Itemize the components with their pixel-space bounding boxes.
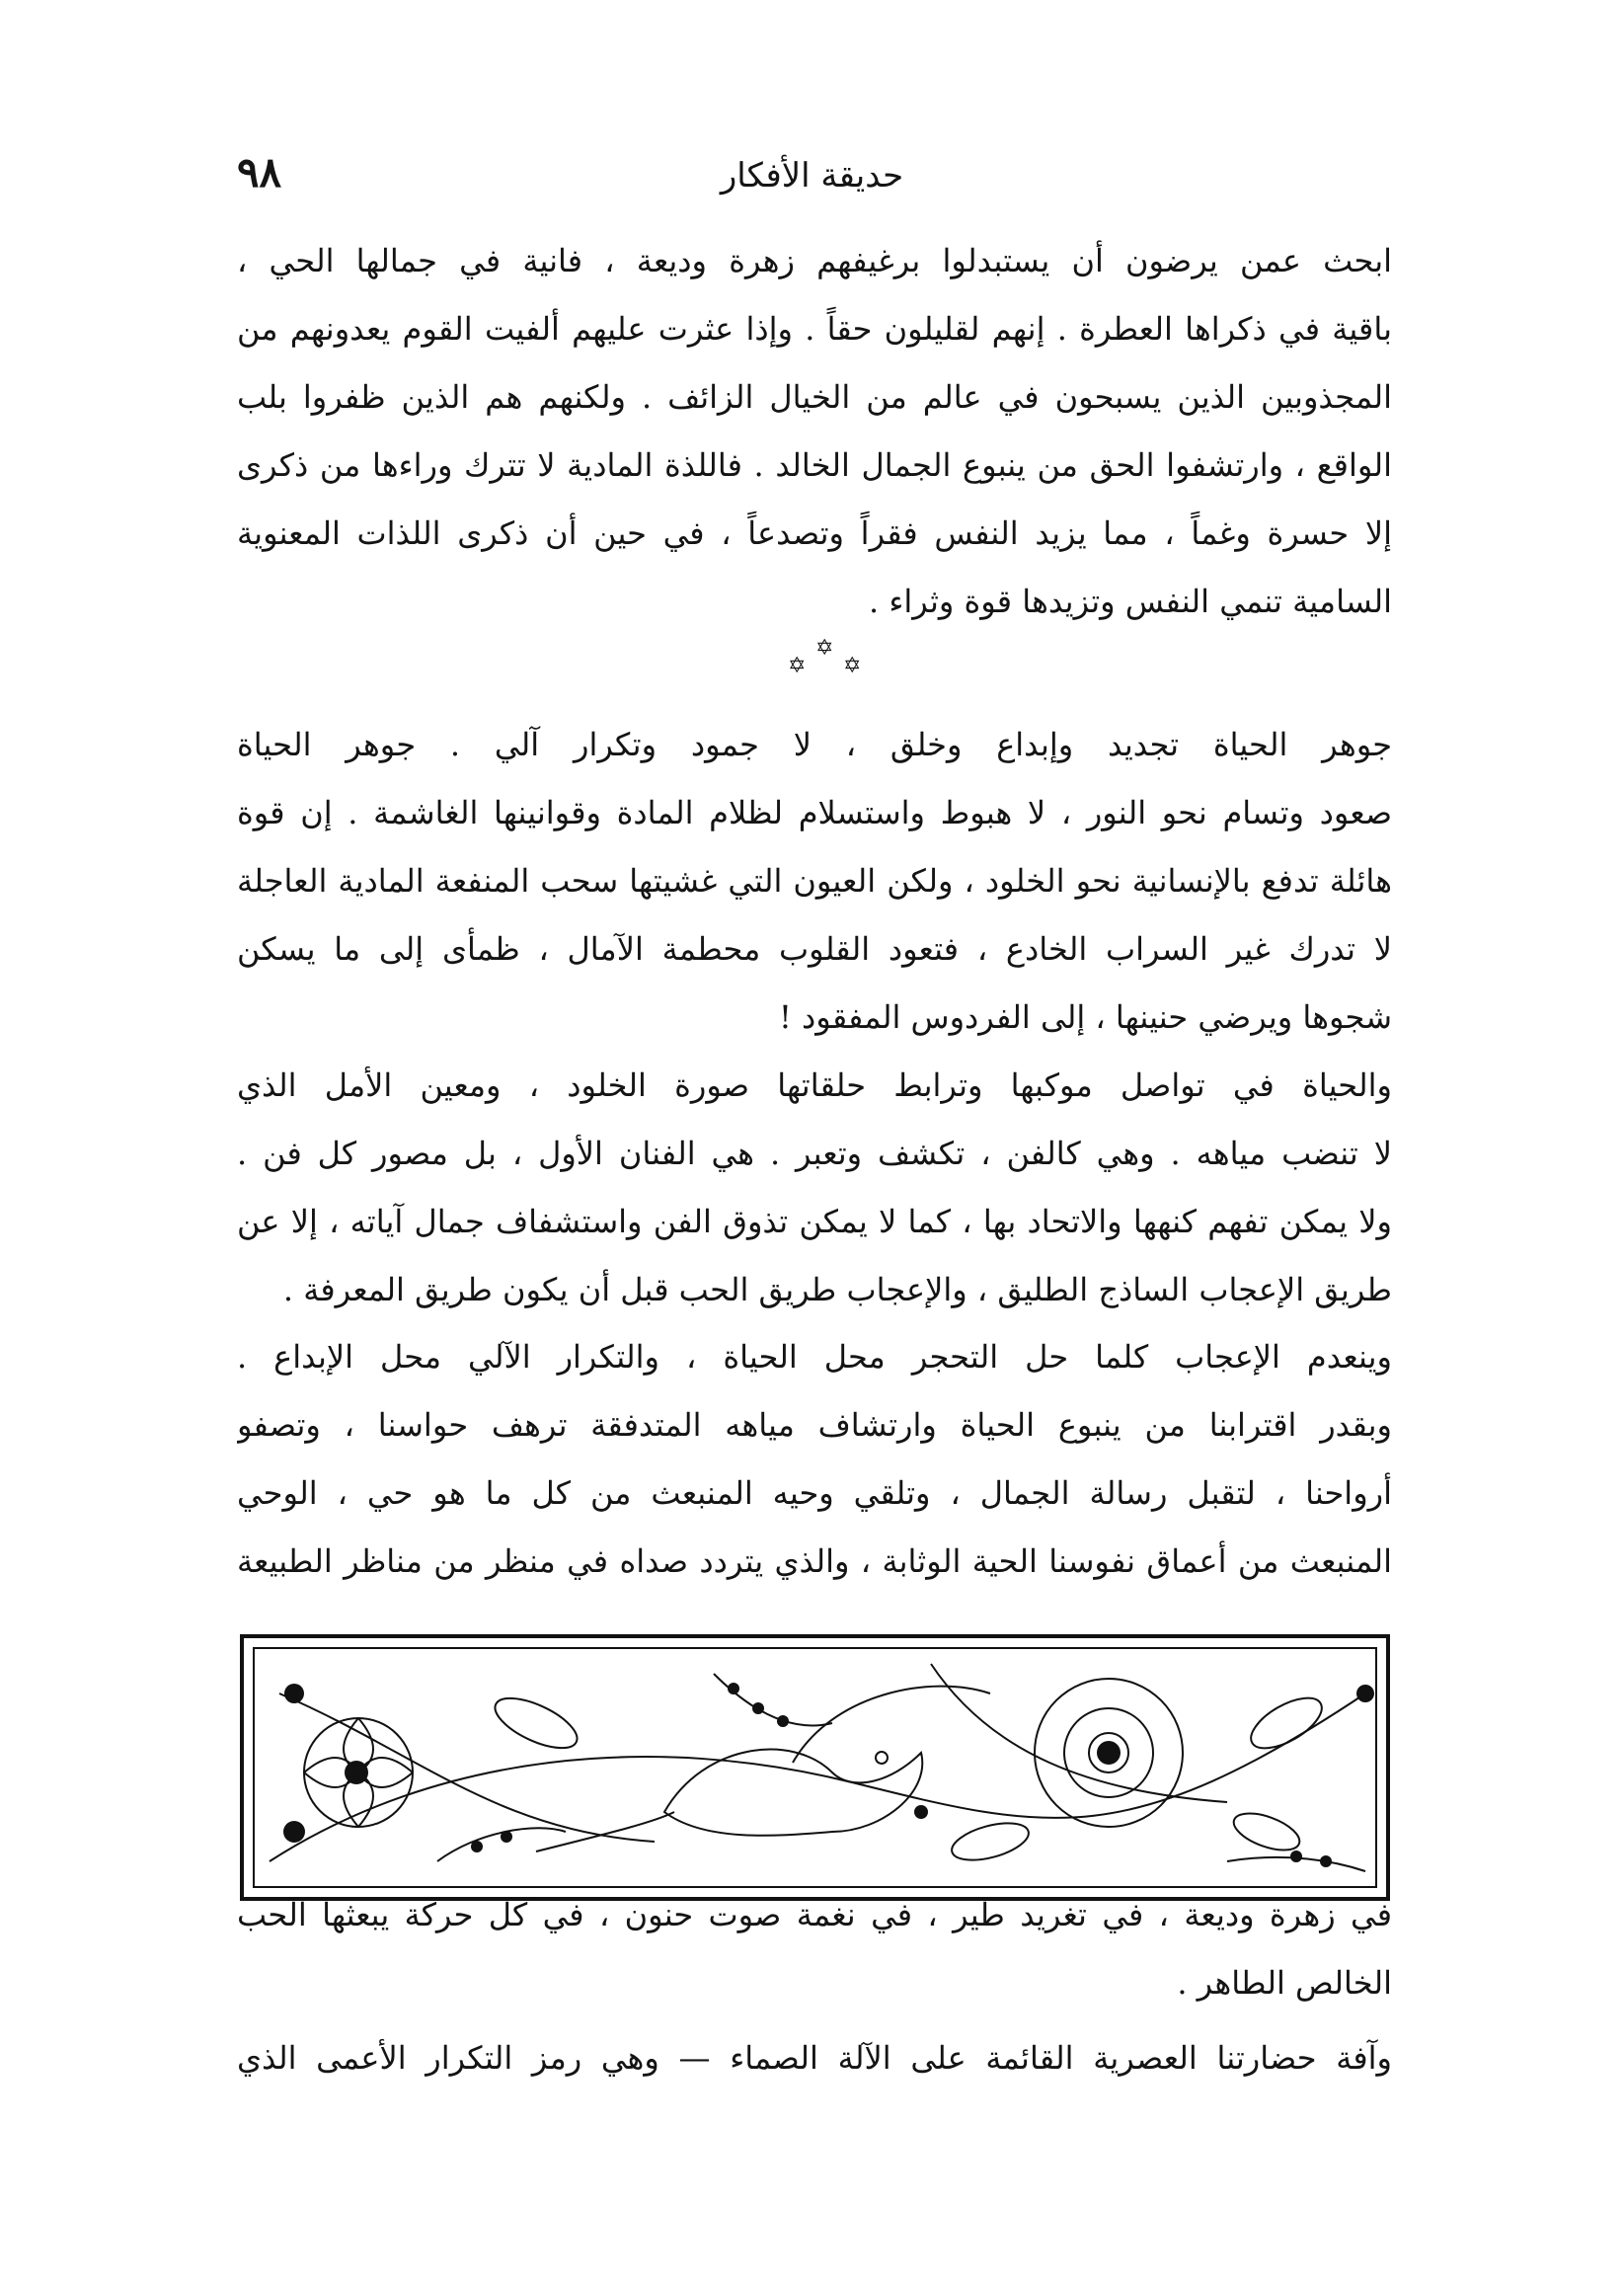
text-line: لا تدرك غير السراب الخادع ، فتعود القلوب محطمة الآمال ، ظمأى إلى ما يسكن [237,930,1392,968]
star-icon: ✡ [815,636,834,661]
page-number: ٩٨ [237,148,282,197]
text-line: هائلة تدفع بالإنسانية نحو الخلود ، ولكن العيون التي غشيتها سحب المنفعة المادية العاجلة [237,862,1392,900]
text-line: إلا حسرة وغماً ، مما يزيد النفس فقراً وتصدعاً ، في حين أن ذكرى اللذات المعنوية [237,514,1392,552]
text-line: جوهر الحياة تجديد وإبداع وخلق ، لا جمود وتكرار آلي . جوهر الحياة [237,726,1392,763]
paragraph-6 [237,2024,1392,2092]
paragraph-1 [237,227,1392,636]
paragraph-4 [237,1323,1392,1596]
running-head [237,148,1387,217]
text-line: وبقدر اقترابنا من ينبوع الحياة وارتشاف مياهه المتدفقة ترهف حواسنا ، وتصفو [237,1406,1392,1444]
text-line: شجوها ويرضي حنينها ، إلى الفردوس المفقود ! [779,998,1392,1036]
paragraph-2 [237,711,1392,1052]
star-icon: ✡ [788,654,807,678]
text-line: باقية في ذكراها العطرة . إنهم لقليلون حقاً . وإذا عثرت عليهم ألفيت القوم يعدونهم من [237,310,1392,348]
floral-bird-ornament [240,1634,1390,1901]
paragraph-5 [237,1881,1392,2017]
text-line: والحياة في تواصل موكبها وترابط حلقاتها صورة الخلود ، ومعين الأمل الذي [237,1066,1392,1104]
text-line: الخالص الطاهر . [1177,1964,1392,2002]
text-line: ولا يمكن تفهم كنهها والاتحاد بها ، كما لا يمكن تذوق الفن واستشفاف جمال آياته ، إلا عن [237,1203,1392,1240]
text-line: صعود وتسام نحو النور ، لا هبوط واستسلام لظلام المادة وقوانينها الغاشمة . إن قوة [237,794,1392,831]
star-icon: ✡ [843,654,862,678]
section-separator [770,632,889,691]
text-line: المنبعث من أعماق نفوسنا الحية الوثابة ، والذي يتردد صداه في منظر من مناظر الطبيعة [237,1542,1392,1580]
text-line: لا تنضب مياهه . وهي كالفن ، تكشف وتعبر . هي الفنان الأول ، بل مصور كل فن . [237,1135,1392,1172]
paragraph-3 [237,1052,1392,1324]
running-title: حديقة الأفكار [720,156,904,196]
text-line: طريق الإعجاب الساذج الطليق ، والإعجاب طريق الحب قبل أن يكون طريق المعرفة . [282,1271,1392,1308]
text-line: ابحث عمن يرضون أن يستبدلوا برغيفهم زهرة وديعة ، فانية في جمالها الحي ، [237,242,1392,279]
text-line: الواقع ، وارتشفوا الحق من ينبوع الجمال الخالد . فاللذة المادية لا تترك وراءها من ذكرى [237,446,1392,484]
text-line: المجذوبين الذين يسبحون في عالم من الخيال الزائف . ولكنهم هم الذين ظفروا بلب [237,378,1392,416]
text-line: وآفة حضارتنا العصرية القائمة على الآلة الصماء — وهي رمز التكرار الأعمى الذي [237,2039,1392,2077]
text-line: في زهرة وديعة ، في تغريد طير ، في نغمة صوت حنون ، في كل حركة يبعثها الحب [237,1896,1392,1933]
text-line: وينعدم الإعجاب كلما حل التحجر محل الحياة ، والتكرار الآلي محل الإبداع . [237,1338,1392,1376]
text-line: أرواحنا ، لتقبل رسالة الجمال ، وتلقي وحيه المنبعث من كل ما هو حي ، الوحي [237,1474,1392,1512]
text-line: السامية تنمي النفس وتزيدها قوة وثراء . [869,583,1392,620]
